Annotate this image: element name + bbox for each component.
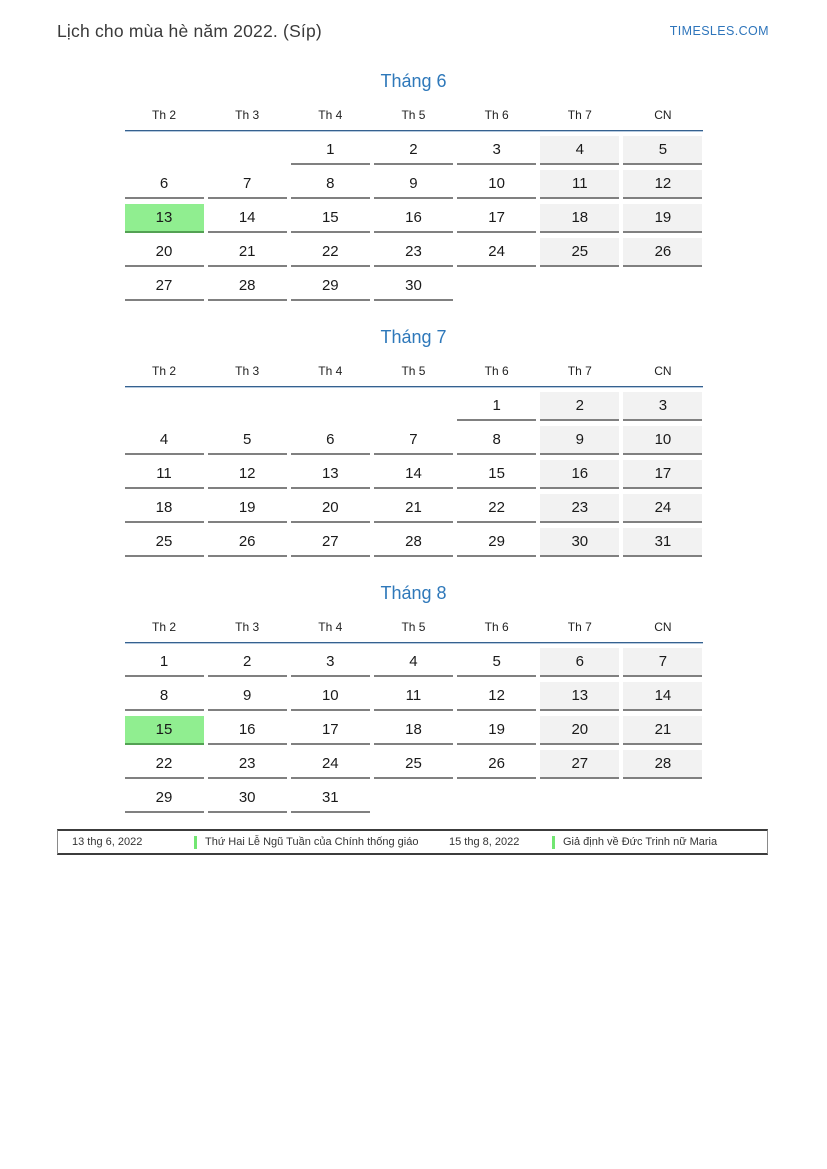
day-cell: 2 xyxy=(540,392,619,421)
weekday-header: CN xyxy=(654,364,672,378)
day-cell: 8 xyxy=(125,682,204,711)
day-cell: 28 xyxy=(623,750,702,779)
day-cell: 13 xyxy=(291,460,370,489)
weekday-header: Th 6 xyxy=(484,108,509,122)
weekday-header: Th 2 xyxy=(151,620,176,634)
day-cell: 8 xyxy=(291,170,370,199)
day-cell: 25 xyxy=(374,750,453,779)
day-cell: 15 xyxy=(457,460,536,489)
day-cell: 28 xyxy=(208,272,287,301)
day-cell: 17 xyxy=(457,204,536,233)
legend-event: Thứ Hai Lễ Ngũ Tuần của Chính thống giáo xyxy=(205,836,419,848)
site-link[interactable]: TIMESLES.COM xyxy=(669,24,769,38)
day-cell: 30 xyxy=(374,272,453,301)
day-cell: 15 xyxy=(291,204,370,233)
weekday-header-row xyxy=(125,108,703,122)
day-cell: 4 xyxy=(374,648,453,677)
day-cell: 6 xyxy=(125,170,204,199)
weekday-header: Th 3 xyxy=(235,364,260,378)
weekday-header: CN xyxy=(654,108,672,122)
day-cell: 25 xyxy=(540,238,619,267)
empty-cell xyxy=(457,272,536,301)
day-cell: 20 xyxy=(291,494,370,523)
legend-date: 13 thg 6, 2022 xyxy=(72,836,143,848)
weekday-header: Th 2 xyxy=(151,364,176,378)
day-cell: 12 xyxy=(457,682,536,711)
weekday-header: Th 4 xyxy=(318,108,343,122)
empty-cell xyxy=(208,136,287,165)
day-cell: 15 xyxy=(125,716,204,745)
day-cell: 30 xyxy=(208,784,287,813)
months-container xyxy=(125,71,703,813)
day-cell: 1 xyxy=(457,392,536,421)
weekday-header: Th 3 xyxy=(235,620,260,634)
day-cell: 31 xyxy=(291,784,370,813)
empty-cell xyxy=(540,784,619,813)
day-cell: 28 xyxy=(374,528,453,557)
day-cell: 12 xyxy=(208,460,287,489)
day-cell: 9 xyxy=(540,426,619,455)
day-cell: 7 xyxy=(374,426,453,455)
weekday-header: Th 7 xyxy=(567,620,592,634)
day-cell: 10 xyxy=(457,170,536,199)
day-cell: 18 xyxy=(540,204,619,233)
day-cell: 20 xyxy=(540,716,619,745)
day-cell: 16 xyxy=(374,204,453,233)
month-grid xyxy=(125,392,703,557)
day-cell: 21 xyxy=(623,716,702,745)
weekday-header: Th 7 xyxy=(567,108,592,122)
empty-cell xyxy=(291,392,370,421)
month-grid xyxy=(125,648,703,813)
day-cell: 26 xyxy=(623,238,702,267)
day-cell: 11 xyxy=(540,170,619,199)
weekday-header: Th 5 xyxy=(401,364,426,378)
weekday-header-row xyxy=(125,620,703,634)
weekday-header: Th 3 xyxy=(235,108,260,122)
page-header xyxy=(0,0,827,42)
day-cell: 6 xyxy=(540,648,619,677)
day-cell: 19 xyxy=(623,204,702,233)
day-cell: 11 xyxy=(374,682,453,711)
weekday-header: Th 6 xyxy=(484,364,509,378)
day-cell: 6 xyxy=(291,426,370,455)
empty-cell xyxy=(374,784,453,813)
day-cell: 4 xyxy=(540,136,619,165)
day-cell: 26 xyxy=(208,528,287,557)
month-title: Tháng 8 xyxy=(380,583,447,603)
day-cell: 12 xyxy=(623,170,702,199)
legend-highlight-bar-icon xyxy=(194,836,197,849)
day-cell: 2 xyxy=(374,136,453,165)
day-cell: 14 xyxy=(208,204,287,233)
month-title: Tháng 6 xyxy=(380,71,447,91)
day-cell: 30 xyxy=(540,528,619,557)
day-cell: 10 xyxy=(623,426,702,455)
empty-cell xyxy=(457,784,536,813)
day-cell: 24 xyxy=(623,494,702,523)
day-cell: 21 xyxy=(374,494,453,523)
day-cell: 23 xyxy=(540,494,619,523)
day-cell: 19 xyxy=(208,494,287,523)
day-cell: 21 xyxy=(208,238,287,267)
day-cell: 7 xyxy=(208,170,287,199)
month-section xyxy=(125,583,703,813)
day-cell: 1 xyxy=(125,648,204,677)
day-cell: 24 xyxy=(457,238,536,267)
day-cell: 5 xyxy=(623,136,702,165)
day-cell: 13 xyxy=(125,204,204,233)
day-cell: 31 xyxy=(623,528,702,557)
empty-cell xyxy=(125,392,204,421)
day-cell: 16 xyxy=(540,460,619,489)
day-cell: 17 xyxy=(623,460,702,489)
day-cell: 3 xyxy=(457,136,536,165)
month-section xyxy=(125,327,703,557)
day-cell: 26 xyxy=(457,750,536,779)
day-cell: 19 xyxy=(457,716,536,745)
day-cell: 24 xyxy=(291,750,370,779)
day-cell: 25 xyxy=(125,528,204,557)
day-cell: 7 xyxy=(623,648,702,677)
day-cell: 8 xyxy=(457,426,536,455)
day-cell: 14 xyxy=(374,460,453,489)
header-divider-line xyxy=(125,386,703,388)
weekday-header-row xyxy=(125,364,703,378)
day-cell: 5 xyxy=(208,426,287,455)
day-cell: 17 xyxy=(291,716,370,745)
weekday-header: Th 5 xyxy=(401,108,426,122)
empty-cell xyxy=(374,392,453,421)
day-cell: 29 xyxy=(457,528,536,557)
day-cell: 29 xyxy=(291,272,370,301)
day-cell: 16 xyxy=(208,716,287,745)
day-cell: 10 xyxy=(291,682,370,711)
header-divider-line xyxy=(125,130,703,132)
day-cell: 5 xyxy=(457,648,536,677)
day-cell: 2 xyxy=(208,648,287,677)
day-cell: 4 xyxy=(125,426,204,455)
day-cell: 22 xyxy=(291,238,370,267)
legend-event: Giả định về Đức Trinh nữ Maria xyxy=(563,836,718,848)
empty-cell xyxy=(623,784,702,813)
month-section xyxy=(125,71,703,301)
weekday-header: Th 2 xyxy=(151,108,176,122)
day-cell: 9 xyxy=(374,170,453,199)
day-cell: 14 xyxy=(623,682,702,711)
weekday-header: Th 7 xyxy=(567,364,592,378)
weekday-header: Th 4 xyxy=(318,620,343,634)
day-cell: 23 xyxy=(374,238,453,267)
day-cell: 27 xyxy=(125,272,204,301)
day-cell: 22 xyxy=(457,494,536,523)
weekday-header: CN xyxy=(654,620,672,634)
day-cell: 18 xyxy=(125,494,204,523)
day-cell: 29 xyxy=(125,784,204,813)
header-divider-line xyxy=(125,642,703,644)
day-cell: 27 xyxy=(540,750,619,779)
weekday-header: Th 5 xyxy=(401,620,426,634)
weekday-header: Th 4 xyxy=(318,364,343,378)
day-cell: 27 xyxy=(291,528,370,557)
legend-date: 15 thg 8, 2022 xyxy=(449,836,520,848)
day-cell: 13 xyxy=(540,682,619,711)
day-cell: 3 xyxy=(623,392,702,421)
day-cell: 23 xyxy=(208,750,287,779)
month-title: Tháng 7 xyxy=(380,327,447,347)
day-cell: 3 xyxy=(291,648,370,677)
empty-cell xyxy=(125,136,204,165)
page-title: Lịch cho mùa hè năm 2022. (Síp) xyxy=(57,21,322,41)
weekday-header: Th 6 xyxy=(484,620,509,634)
day-cell: 11 xyxy=(125,460,204,489)
day-cell: 18 xyxy=(374,716,453,745)
day-cell: 1 xyxy=(291,136,370,165)
day-cell: 22 xyxy=(125,750,204,779)
empty-cell xyxy=(623,272,702,301)
day-cell: 20 xyxy=(125,238,204,267)
legend-highlight-bar-icon xyxy=(552,836,555,849)
day-cell: 9 xyxy=(208,682,287,711)
legend-box xyxy=(57,829,768,855)
empty-cell xyxy=(540,272,619,301)
empty-cell xyxy=(208,392,287,421)
month-grid xyxy=(125,136,703,301)
